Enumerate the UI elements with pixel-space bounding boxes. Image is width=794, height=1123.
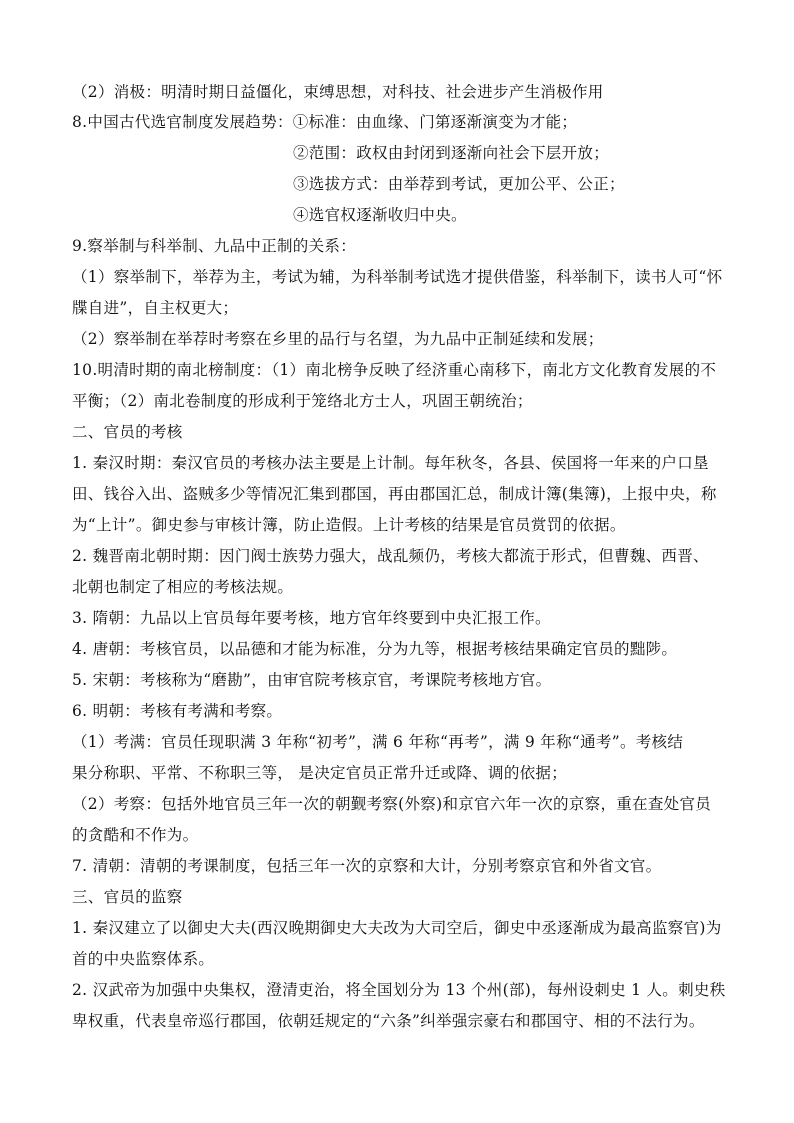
text-line: ②范围：政权由封闭到逐渐向社会下层开放；: [293, 144, 610, 162]
section-heading: 9.察举制与科举制、九品中正制的关系：: [72, 237, 356, 255]
text-line: ③选拔方式：由举荐到考试，更加公平、公正；: [293, 175, 625, 193]
text-line: 北朝也制定了相应的考核法规。: [72, 578, 294, 596]
text-line: （1）察举制下，举荐为主，考试为辅，为科举制考试选才提供借鉴，科举制下，读书人可“怀: [72, 268, 723, 286]
section-heading: 三、官员的监察: [72, 888, 183, 906]
text-line: 1. 秦汉建立了以御史大夫(西汉晚期御史大夫改为大司空后，御史中丞逐渐成为最高监察官)为: [72, 919, 722, 937]
text-line: 为“上计”。御史参与审核计簿，防止造假。上计考核的结果是官员赏罚的依据。: [72, 516, 626, 534]
text-line: （2）消极：明清时期日益僵化，束缚思想，对科技、社会进步产生消极作用: [72, 83, 604, 101]
text-line: 果分称职、平常、不称职三等， 是决定官员正常升迁或降、调的依据；: [72, 764, 568, 782]
text-line: 6. 明朝：考核有考满和考察。: [72, 702, 283, 720]
text-line: 平衡；（2）南北卷制度的形成利于笼络北方士人，巩固王朝统治；: [72, 392, 533, 410]
text-line: （2）考察：包括外地官员三年一次的朝觐考察(外察)和京官六年一次的京察，重在查处官员: [72, 795, 712, 813]
text-line: 10.明清时期的南北榜制度：（1）南北榜争反映了经济重心南移下，南北方文化教育发展的不: [72, 361, 717, 379]
text-line: 首的中央监察体系。: [72, 950, 215, 968]
text-line: 4. 唐朝：考核官员，以品德和才能为标准，分为九等，根据考核结果确定官员的黜陟。: [72, 640, 678, 658]
text-line: 2. 魏晋南北朝时期：因门阀士族势力强大，战乱频仍，考核大都流于形式，但曹魏、西晋、: [72, 547, 709, 565]
text-line: 牒自进”，自主权更大；: [72, 299, 239, 317]
text-line: 7. 清朝：清朝的考课制度，包括三年一次的京察和大计，分别考察京官和外省文官。: [72, 857, 662, 875]
text-line: ④选官权逐渐收归中央。: [293, 206, 467, 224]
text-line: 2. 汉武帝为加强中央集权，澄清吏治，将全国划分为 13 个州(部)，每州设刺史 1 人。刺史秩: [72, 981, 726, 999]
text-line: 5. 宋朝：考核称为“磨勘”，由审官院考核京官，考课院考核地方官。: [72, 671, 552, 689]
text-line: 的贪酷和不作为。: [72, 826, 199, 844]
text-line: 田、钱谷入出、盗贼多少等情况汇集到郡国，再由郡国汇总，制成计簿(集簿)，上报中央，称: [72, 485, 717, 503]
text-line: 3. 隋朝：九品以上官员每年要考核，地方官年终要到中央汇报工作。: [72, 609, 551, 627]
text-line: （2）察举制在举荐时考察在乡里的品行与名望，为九品中正制延续和发展；: [72, 330, 604, 348]
text-line: 1. 秦汉时期：秦汉官员的考核办法主要是上计制。每年秋冬，各县、侯国将一年来的户口垦: [72, 454, 709, 472]
text-line: （1）考满：官员任现职满 3 年称“初考”，满 6 年称“再考”，满 9 年称“通考”。考核结: [72, 733, 684, 751]
section-heading: 二、官员的考核: [72, 423, 183, 441]
text-line: 卑权重，代表皇帝巡行郡国，依朝廷规定的“六条”纠举强宗豪右和郡国守、相的不法行为。: [72, 1012, 705, 1030]
text-line: 8.中国古代选官制度发展趋势：①标准：由血缘、门第逐渐演变为才能；: [72, 113, 578, 131]
